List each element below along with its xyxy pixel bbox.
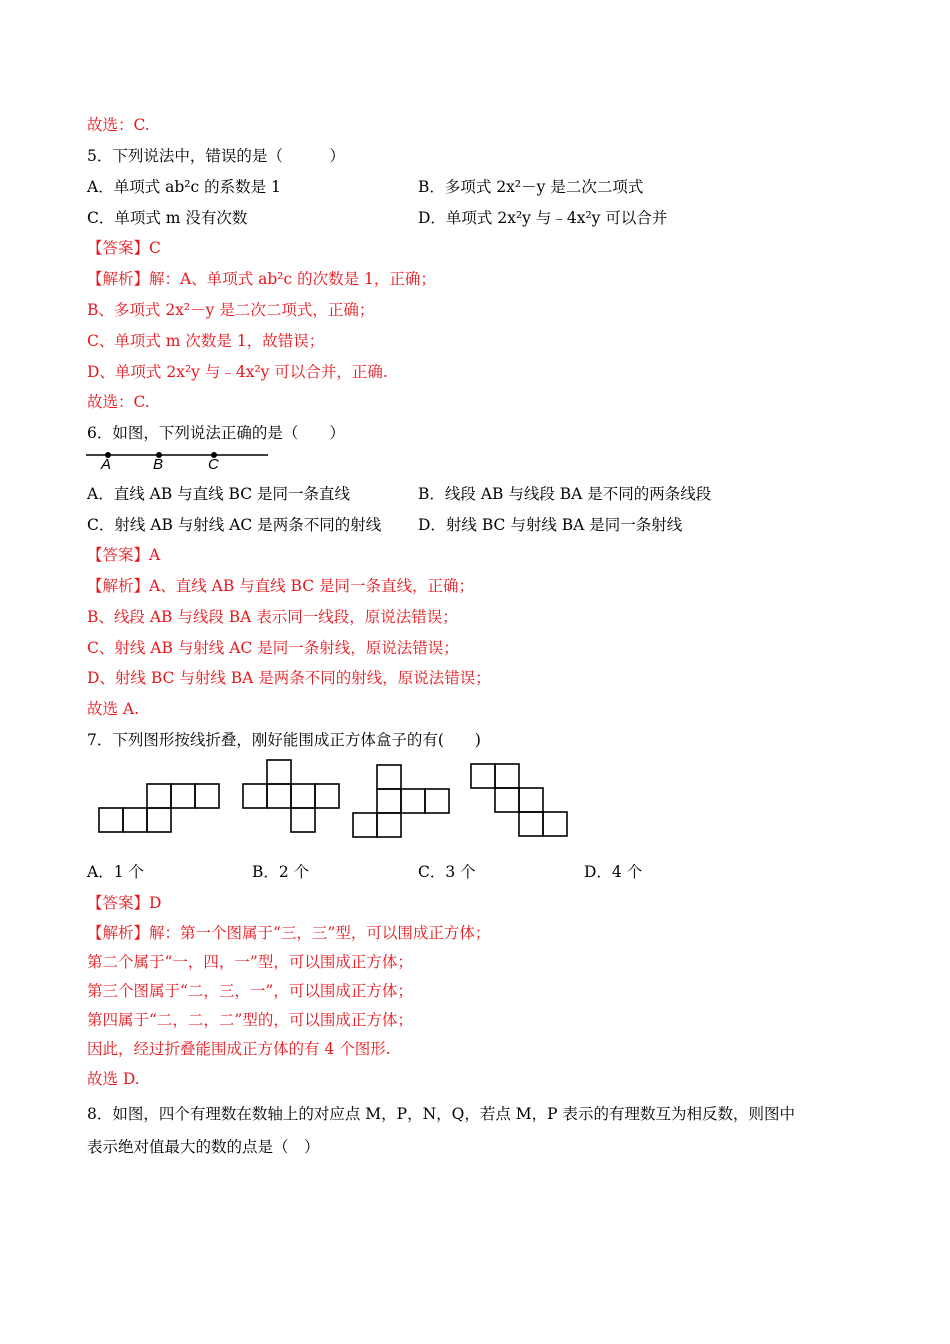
q6-analysis-2: B、线段 AB 与线段 BA 表示同一线段，原说法错误； [87,608,458,626]
q5-stem: 5．下列说法中，错误的是（ ） [87,147,345,165]
q6-choice: 故选 A. [87,700,140,718]
cube-net-4 [471,764,567,836]
q6-analysis-3: C、射线 AB 与射线 AC 是同一条射线，原说法错误； [87,639,459,657]
q7-analysis-1: 【解析】解：第一个图属于“三，三”型，可以围成正方体； [87,924,491,942]
q6-analysis-4: D、射线 BC 与射线 BA 是两条不同的射线，原说法错误； [87,669,491,687]
q5-analysis-3: C、单项式 m 次数是 1，故错误； [87,332,325,350]
cube-net-1 [99,784,219,832]
q6-line-figure [86,447,272,473]
q7-stem: 7．下列图形按线折叠，刚好能围成正方体盒子的有( ) [87,731,481,749]
prev-choice: 故选：C. [87,116,150,134]
point-label-b: B [153,456,164,473]
q7-option-c: C．3 个 [418,863,476,881]
q7-analysis-2: 第二个属于“一，四，一”型，可以围成正方体； [87,953,413,971]
point-label-a: A [101,456,112,473]
q6-option-a: A．直线 AB 与直线 BC 是同一条直线 [87,485,351,503]
q8-stem-line-2: 表示绝对值最大的数的点是（ ） [87,1138,320,1156]
q8-stem-line-1: 8．如图，四个有理数在数轴上的对应点 M，P，N，Q，若点 M，P 表示的有理数互为相反数，则图中 [87,1105,796,1123]
q5-analysis-4: D、单项式 2x²y 与﹣4x²y 可以合并，正确. [87,363,388,381]
q6-stem: 6．如图，下列说法正确的是（ ） [87,424,345,442]
q6-option-c: C．射线 AB 与射线 AC 是两条不同的射线 [87,516,382,534]
q7-option-a: A．1 个 [87,863,144,881]
cube-net-3 [353,765,449,837]
q6-analysis-1: 【解析】A、直线 AB 与直线 BC 是同一条直线，正确； [87,577,475,595]
q7-choice: 故选 D. [87,1070,140,1088]
cube-net-2 [243,760,339,832]
point-label-c: C [208,456,219,473]
q7-analysis-5: 因此，经过折叠能围成正方体的有 4 个图形. [87,1040,391,1058]
q5-option-a: A．单项式 ab²c 的系数是 1 [87,178,281,196]
q7-option-b: B．2 个 [252,863,310,881]
q5-answer: 【答案】C [87,239,161,257]
q6-option-b: B．线段 AB 与线段 BA 是不同的两条线段 [418,485,712,503]
q7-cube-nets-figure [92,756,577,841]
q5-choice: 故选：C. [87,393,150,411]
q6-option-d: D．射线 BC 与射线 BA 是同一条射线 [418,516,683,534]
q5-option-b: B．多项式 2x²－y 是二次二项式 [418,178,644,196]
q5-option-d: D．单项式 2x²y 与﹣4x²y 可以合并 [418,209,668,227]
q7-option-d: D．4 个 [584,863,643,881]
q7-analysis-3: 第三个图属于“二，三，一”，可以围成正方体； [87,982,413,1000]
q5-analysis-2: B、多项式 2x²－y 是二次二项式，正确； [87,301,375,319]
q6-answer: 【答案】A [87,546,161,564]
q5-analysis-1: 【解析】解：A、单项式 ab²c 的次数是 1，正确； [87,270,436,288]
q5-option-c: C．单项式 m 没有次数 [87,209,248,227]
q7-answer: 【答案】D [87,894,162,912]
q7-analysis-4: 第四属于“二，二，二”型的，可以围成正方体； [87,1011,413,1029]
